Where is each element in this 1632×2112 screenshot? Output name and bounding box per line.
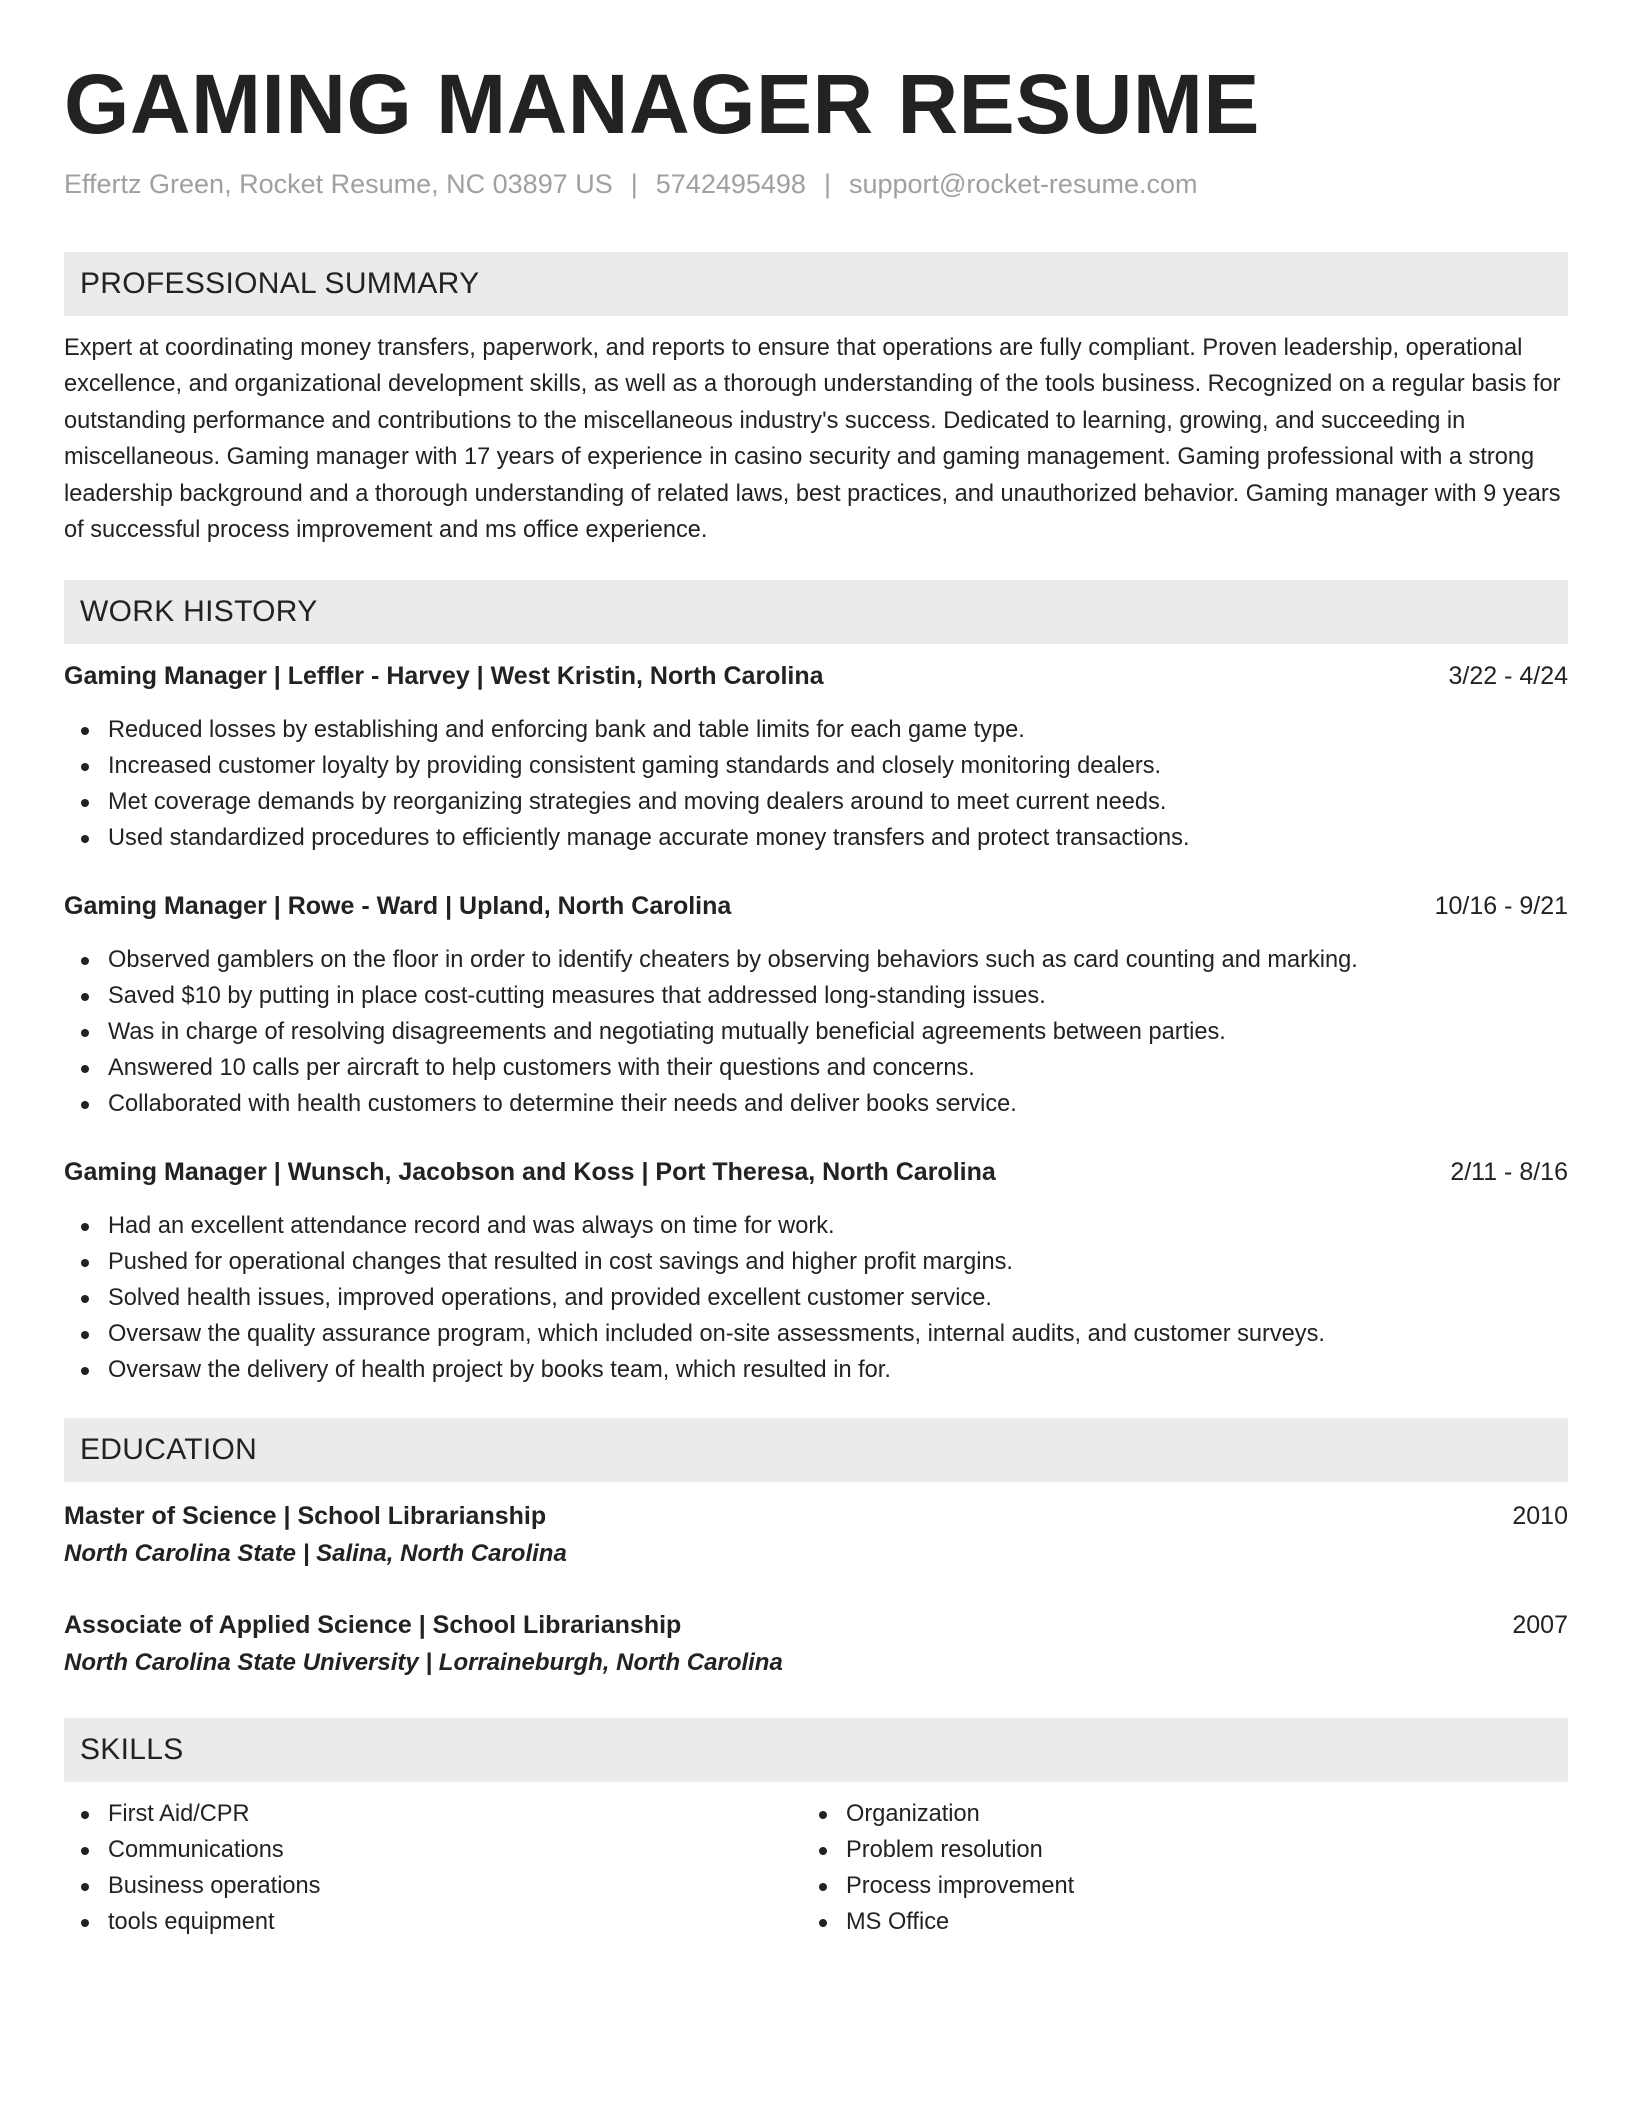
contact-line xyxy=(64,166,1197,202)
section-title: WORK HISTORY xyxy=(80,595,318,628)
contact-separator: | xyxy=(630,169,638,199)
list-item: Pushed for operational changes that resulted in cost savings and higher profit margins. xyxy=(64,1244,1568,1280)
job-dates: 3/22 - 4/24 xyxy=(1448,662,1568,690)
skill-item: Communications xyxy=(64,1832,1568,1868)
list-item: Increased customer loyalty by providing consistent gaming standards and closely monitoring dealers. xyxy=(64,748,1568,784)
list-item: Met coverage demands by reorganizing strategies and moving dealers around to meet current needs. xyxy=(64,784,1568,820)
resume-title: GAMING MANAGER RESUME xyxy=(64,57,1260,151)
education-entry xyxy=(64,1499,1568,1573)
contact-email[interactable]: support@rocket-resume.com xyxy=(848,169,1198,199)
skill-item: Problem resolution xyxy=(802,1832,1632,1868)
list-item: Answered 10 calls per aircraft to help customers with their questions and concerns. xyxy=(64,1050,1568,1086)
skill-item: Business operations xyxy=(64,1868,1568,1904)
education-year: 2010 xyxy=(1512,1502,1568,1530)
section-title: SKILLS xyxy=(80,1733,184,1766)
skill-item: Process improvement xyxy=(802,1868,1632,1904)
education-year: 2007 xyxy=(1512,1611,1568,1639)
section-title: EDUCATION xyxy=(80,1433,258,1466)
skill-item: Organization xyxy=(802,1796,1632,1832)
job-title: Gaming Manager | Wunsch, Jacobson and Koss | Port Theresa, North Carolina xyxy=(64,1158,996,1186)
list-item: Collaborated with health customers to determine their needs and deliver books service. xyxy=(64,1086,1568,1122)
skill-item: First Aid/CPR xyxy=(64,1796,1568,1832)
education-school: North Carolina State | Salina, North Carolina xyxy=(64,1540,567,1567)
list-item: Reduced losses by establishing and enforcing bank and table limits for each game type. xyxy=(64,712,1568,748)
skill-item: MS Office xyxy=(802,1904,1632,1940)
list-item: Observed gamblers on the floor in order to identify cheaters by observing behaviors such as card counting and marking. xyxy=(64,942,1568,978)
job-dates: 2/11 - 8/16 xyxy=(1450,1158,1568,1186)
education-school: North Carolina State University | Lorraineburgh, North Carolina xyxy=(64,1649,783,1676)
list-item: Oversaw the quality assurance program, which included on-site assessments, internal audits, and customer surveys. xyxy=(64,1316,1568,1352)
list-item: Solved health issues, improved operations, and provided excellent customer service. xyxy=(64,1280,1568,1316)
job-entry-header xyxy=(64,1155,1568,1189)
section-header-summary xyxy=(64,252,1568,316)
education-entry xyxy=(64,1608,1568,1682)
education-degree: Associate of Applied Science | School Librarianship xyxy=(64,1611,682,1639)
section-header-education xyxy=(64,1418,1568,1482)
list-item: Saved $10 by putting in place cost-cutting measures that addressed long-standing issues. xyxy=(64,978,1568,1014)
summary-text: Expert at coordinating money transfers, paperwork, and reports to ensure that operations are fully compliant. Proven leadership, operational excellence, and organizational development skills, as well as a thorough understanding of the tools business. Recognized on a regular basis for outstanding performance and contributions to the miscellaneous industry's success. Dedicated to learning, growing, and succeeding in miscellaneous. Gaming manager with 17 years of experience in casino security and gaming management. Gaming professional with a strong leadership background and a thorough understanding of related laws, best practices, and unauthorized behavior. Gaming manager with 9 years of successful process improvement and ms office experience. xyxy=(64,335,1561,544)
job-entry-header xyxy=(64,659,1568,693)
list-item: Oversaw the delivery of health project by books team, which resulted in for. xyxy=(64,1352,1568,1388)
section-header-skills xyxy=(64,1718,1568,1782)
job-bullets xyxy=(64,942,1568,1122)
job-dates: 10/16 - 9/21 xyxy=(1434,892,1568,920)
list-item: Was in charge of resolving disagreements and negotiating mutually beneficial agreements between parties. xyxy=(64,1014,1568,1050)
contact-separator: | xyxy=(823,169,831,199)
section-title: PROFESSIONAL SUMMARY xyxy=(80,267,480,300)
contact-address: Effertz Green, Rocket Resume, NC 03897 US xyxy=(64,169,613,199)
section-header-work-history xyxy=(64,580,1568,644)
list-item: Had an excellent attendance record and was always on time for work. xyxy=(64,1208,1568,1244)
job-title: Gaming Manager | Rowe - Ward | Upland, North Carolina xyxy=(64,892,732,920)
job-bullets xyxy=(64,1208,1568,1388)
contact-phone[interactable]: 5742495498 xyxy=(655,169,806,199)
job-bullets xyxy=(64,712,1568,856)
job-title: Gaming Manager | Leffler - Harvey | West Kristin, North Carolina xyxy=(64,662,824,690)
job-entry-header xyxy=(64,889,1568,923)
education-degree: Master of Science | School Librarianship xyxy=(64,1502,547,1530)
list-item: Used standardized procedures to efficiently manage accurate money transfers and protect transactions. xyxy=(64,820,1568,856)
skills-list-right xyxy=(802,1796,1632,1940)
skill-item: tools equipment xyxy=(64,1904,1568,1940)
